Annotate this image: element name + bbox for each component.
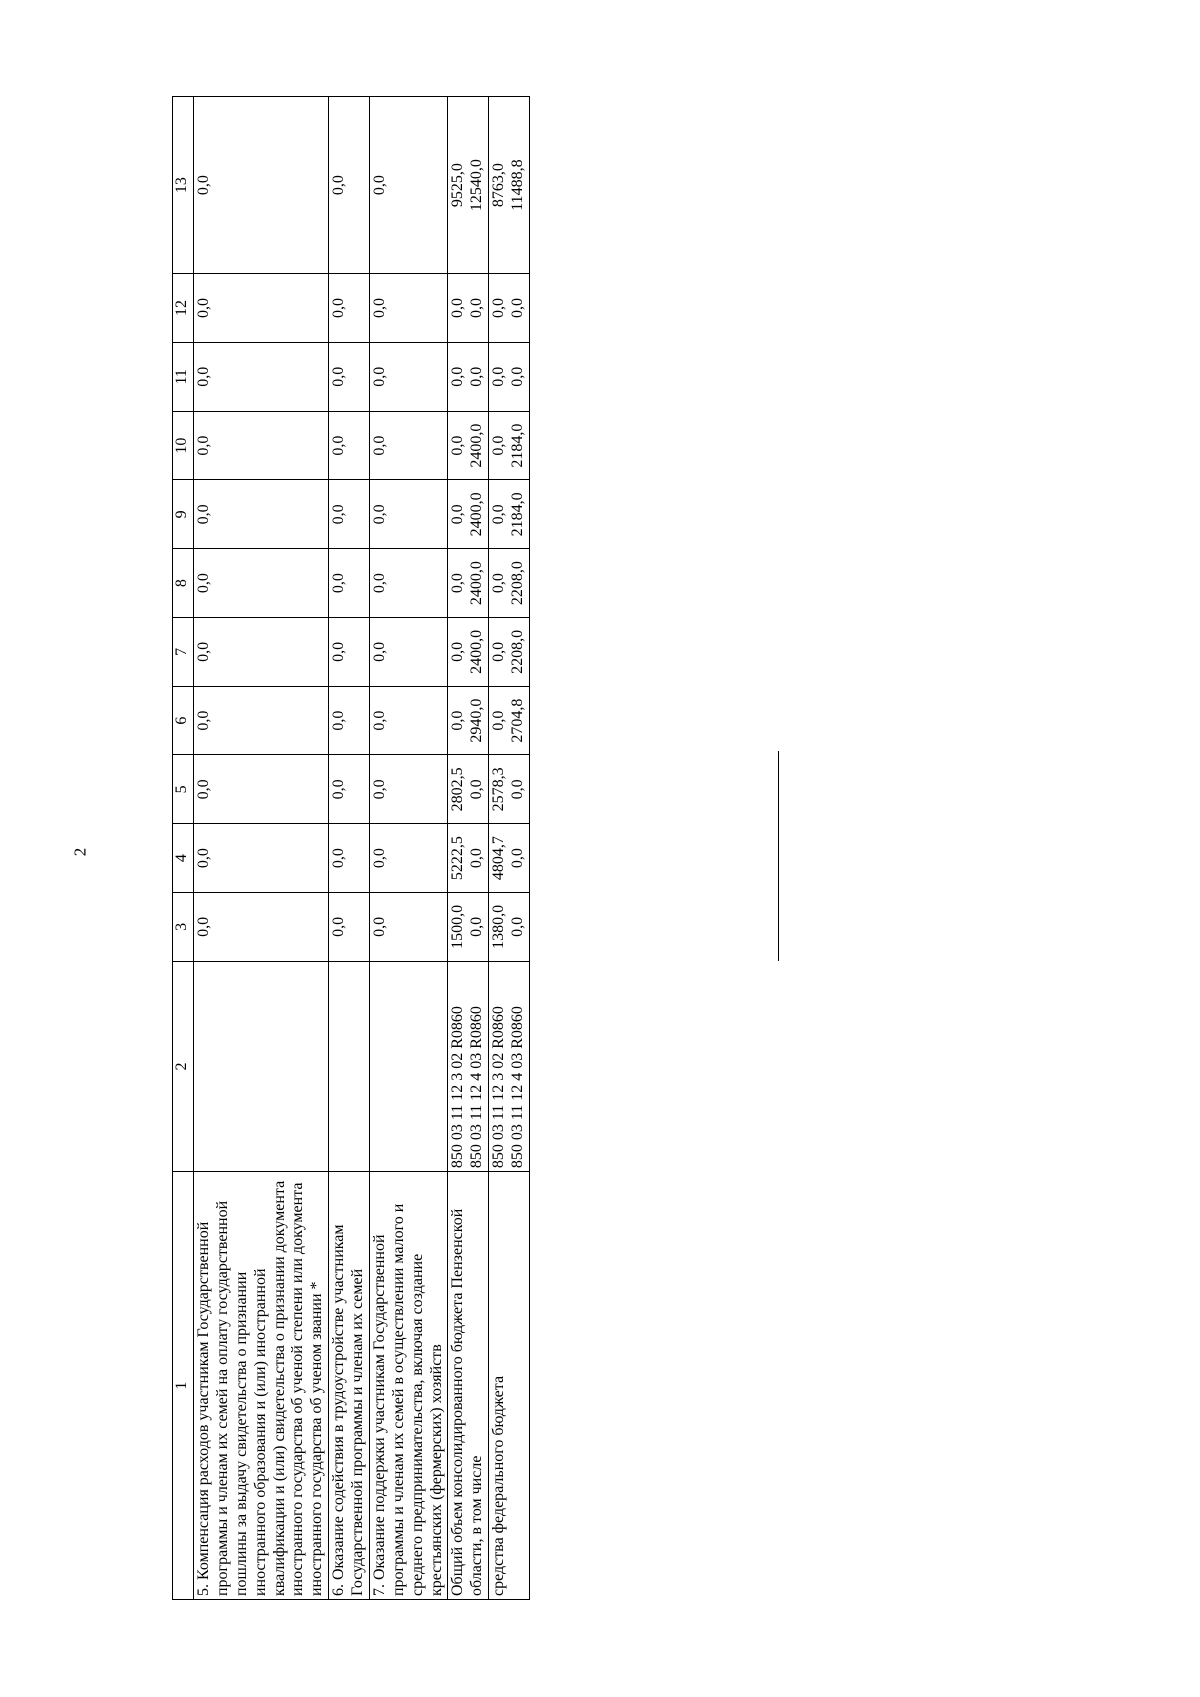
value-cell xyxy=(329,893,370,962)
value-cell xyxy=(369,824,448,893)
value-cell xyxy=(194,755,329,824)
value: 2208,0 xyxy=(509,561,526,606)
value-cell xyxy=(329,824,370,893)
value-cell xyxy=(329,549,370,618)
value: 0,0 xyxy=(195,641,212,662)
value: 2208,0 xyxy=(509,629,526,674)
value-cell xyxy=(194,617,329,686)
value-cell xyxy=(194,686,329,755)
value-cell xyxy=(329,97,370,274)
value-cell xyxy=(489,549,530,618)
value: 5222,5 xyxy=(449,836,467,881)
budget-code-cell xyxy=(448,961,489,1171)
value-cell xyxy=(448,480,489,549)
table-row xyxy=(369,97,448,1600)
value: 0,0 xyxy=(449,641,467,662)
value-cell xyxy=(194,274,329,343)
value: 0,0 xyxy=(330,779,348,800)
value: 0,0 xyxy=(195,435,212,456)
value: 0,0 xyxy=(330,504,348,525)
value: 0,0 xyxy=(509,916,526,937)
budget-code-cell xyxy=(489,961,530,1171)
value: 11488,8 xyxy=(509,159,526,211)
value-cell xyxy=(329,480,370,549)
value-cell xyxy=(369,617,448,686)
value: 2184,0 xyxy=(509,492,526,537)
value: 0,0 xyxy=(490,504,508,525)
value: 0,0 xyxy=(195,710,212,731)
value: 0,0 xyxy=(370,641,388,662)
value-cell xyxy=(489,755,530,824)
value-cell xyxy=(448,686,489,755)
value-cell xyxy=(329,274,370,343)
row-label: 7. Оказание поддержки участникам Государственной программы и членам их семей в осуществлении малого и среднего предпринимательства, включая создание крестьянских (фермерских) хозяйств xyxy=(369,1172,448,1600)
value-cell xyxy=(194,480,329,549)
value: 0,0 xyxy=(195,298,212,319)
table-row xyxy=(448,97,489,1600)
value: 2400,0 xyxy=(468,561,486,606)
value: 0,0 xyxy=(330,175,348,196)
value: 0,0 xyxy=(330,298,348,319)
value: 0,0 xyxy=(468,366,486,387)
value: 2400,0 xyxy=(468,423,486,468)
value-cell xyxy=(489,686,530,755)
value: 0,0 xyxy=(449,710,467,731)
row-label: средства федерального бюджета xyxy=(489,1172,530,1600)
budget-table xyxy=(172,96,530,1600)
column-header: 6 xyxy=(173,686,194,755)
value-cell xyxy=(369,755,448,824)
value-cell xyxy=(194,97,329,274)
value: 0,0 xyxy=(370,573,388,594)
value: 0,0 xyxy=(490,573,508,594)
table-row xyxy=(329,97,370,1600)
row-label: Общий объем консолидированного бюджета Пензенской области, в том числе xyxy=(448,1172,489,1600)
value: 0,0 xyxy=(370,916,388,937)
column-header: 9 xyxy=(173,480,194,549)
column-header: 12 xyxy=(173,274,194,343)
value-cell xyxy=(448,824,489,893)
value: 0,0 xyxy=(370,175,388,196)
value-cell xyxy=(489,342,530,411)
value-cell xyxy=(448,755,489,824)
value: 0,0 xyxy=(468,848,486,869)
value-cell xyxy=(329,686,370,755)
rotated-table-container xyxy=(172,96,688,1600)
value-cell xyxy=(369,342,448,411)
budget-code: 850 03 11 12 3 02 R0860 xyxy=(449,1006,467,1169)
budget-code: 850 03 11 12 3 02 R0860 xyxy=(490,1006,508,1169)
value-cell xyxy=(369,411,448,480)
budget-code: 850 03 11 12 4 03 R0860 xyxy=(509,1006,526,1169)
value: 0,0 xyxy=(490,366,508,387)
value: 0,0 xyxy=(370,710,388,731)
value-cell xyxy=(194,549,329,618)
value: 0,0 xyxy=(449,298,467,319)
value: 2940,0 xyxy=(468,698,486,743)
value: 0,0 xyxy=(370,298,388,319)
column-header: 4 xyxy=(173,824,194,893)
value: 9525,0 xyxy=(449,163,467,208)
value: 2802,5 xyxy=(449,767,467,812)
value: 2578,3 xyxy=(490,767,508,812)
value-cell xyxy=(369,686,448,755)
value-cell xyxy=(489,893,530,962)
value: 2400,0 xyxy=(468,492,486,537)
value-cell xyxy=(448,97,489,274)
value-cell xyxy=(329,342,370,411)
separator-line xyxy=(778,751,779,961)
budget-code-cell xyxy=(369,961,448,1171)
value-cell xyxy=(329,617,370,686)
value: 1380,0 xyxy=(490,904,508,949)
value: 0,0 xyxy=(370,366,388,387)
value-cell xyxy=(194,893,329,962)
value: 0,0 xyxy=(468,916,486,937)
column-header: 1 xyxy=(173,1172,194,1600)
budget-code-cell xyxy=(329,961,370,1171)
value: 1500,0 xyxy=(449,904,467,949)
value: 0,0 xyxy=(509,779,526,800)
value: 4804,7 xyxy=(490,836,508,881)
value-cell xyxy=(369,893,448,962)
value: 8763,0 xyxy=(490,163,508,208)
value-cell xyxy=(489,97,530,274)
budget-code-cell xyxy=(194,961,329,1171)
value-cell xyxy=(194,824,329,893)
value: 2184,0 xyxy=(509,423,526,468)
value: 0,0 xyxy=(195,175,212,196)
value: 0,0 xyxy=(330,710,348,731)
value-cell xyxy=(489,480,530,549)
value: 0,0 xyxy=(468,779,486,800)
value: 0,0 xyxy=(509,366,526,387)
value: 0,0 xyxy=(330,573,348,594)
column-header: 11 xyxy=(173,342,194,411)
value: 0,0 xyxy=(330,641,348,662)
value: 0,0 xyxy=(449,504,467,525)
value: 0,0 xyxy=(330,366,348,387)
column-header: 7 xyxy=(173,617,194,686)
value: 0,0 xyxy=(490,435,508,456)
value-cell xyxy=(369,97,448,274)
value: 0,0 xyxy=(195,848,212,869)
value-cell xyxy=(489,274,530,343)
value: 0,0 xyxy=(195,916,212,937)
value: 12540,0 xyxy=(468,159,486,212)
value: 0,0 xyxy=(449,366,467,387)
table-body xyxy=(194,97,530,1600)
value: 0,0 xyxy=(330,916,348,937)
value-cell xyxy=(448,274,489,343)
value: 0,0 xyxy=(330,435,348,456)
value: 0,0 xyxy=(509,848,526,869)
value: 0,0 xyxy=(370,504,388,525)
value-cell xyxy=(369,274,448,343)
table-row xyxy=(194,97,329,1600)
value: 0,0 xyxy=(370,779,388,800)
value: 2704,8 xyxy=(509,698,526,743)
value: 0,0 xyxy=(195,573,212,594)
value-cell xyxy=(489,617,530,686)
value: 0,0 xyxy=(449,573,467,594)
column-header: 10 xyxy=(173,411,194,480)
value: 0,0 xyxy=(330,848,348,869)
row-label: 6. Оказание содействия в трудоустройстве участникам Государственной программы и членам их семей xyxy=(329,1172,370,1600)
value-cell xyxy=(329,755,370,824)
value-cell xyxy=(448,411,489,480)
value: 0,0 xyxy=(509,298,526,319)
header-row xyxy=(173,97,194,1600)
row-label: 5. Компенсация расходов участникам Государственной программы и членам их семей на оплату государственной пошлины за выдачу свидетельства о признании иностранного образования и (или) иностранной квалификации и (или) свидетельства о признании документа иностранного государства об ученой степени или документа иностранного государства об ученом звании * xyxy=(194,1172,329,1600)
value: 0,0 xyxy=(370,435,388,456)
value-cell xyxy=(489,824,530,893)
column-header: 3 xyxy=(173,893,194,962)
page-number: 2 xyxy=(70,847,90,857)
column-header: 8 xyxy=(173,549,194,618)
value-cell xyxy=(448,549,489,618)
value-cell xyxy=(489,411,530,480)
value-cell xyxy=(448,893,489,962)
column-header: 2 xyxy=(173,961,194,1171)
value-cell xyxy=(369,480,448,549)
table-row xyxy=(489,97,530,1600)
value: 0,0 xyxy=(370,848,388,869)
value: 0,0 xyxy=(490,641,508,662)
column-header: 5 xyxy=(173,755,194,824)
value-cell xyxy=(194,342,329,411)
value: 0,0 xyxy=(449,435,467,456)
value: 0,0 xyxy=(490,710,508,731)
value: 0,0 xyxy=(468,298,486,319)
value-cell xyxy=(369,549,448,618)
budget-code: 850 03 11 12 4 03 R0860 xyxy=(468,1006,486,1169)
value-cell xyxy=(329,411,370,480)
value: 2400,0 xyxy=(468,629,486,674)
column-header: 13 xyxy=(173,97,194,274)
value-cell xyxy=(448,617,489,686)
value: 0,0 xyxy=(490,298,508,319)
value: 0,0 xyxy=(195,504,212,525)
value: 0,0 xyxy=(195,779,212,800)
value: 0,0 xyxy=(195,366,212,387)
value-cell xyxy=(194,411,329,480)
value-cell xyxy=(448,342,489,411)
